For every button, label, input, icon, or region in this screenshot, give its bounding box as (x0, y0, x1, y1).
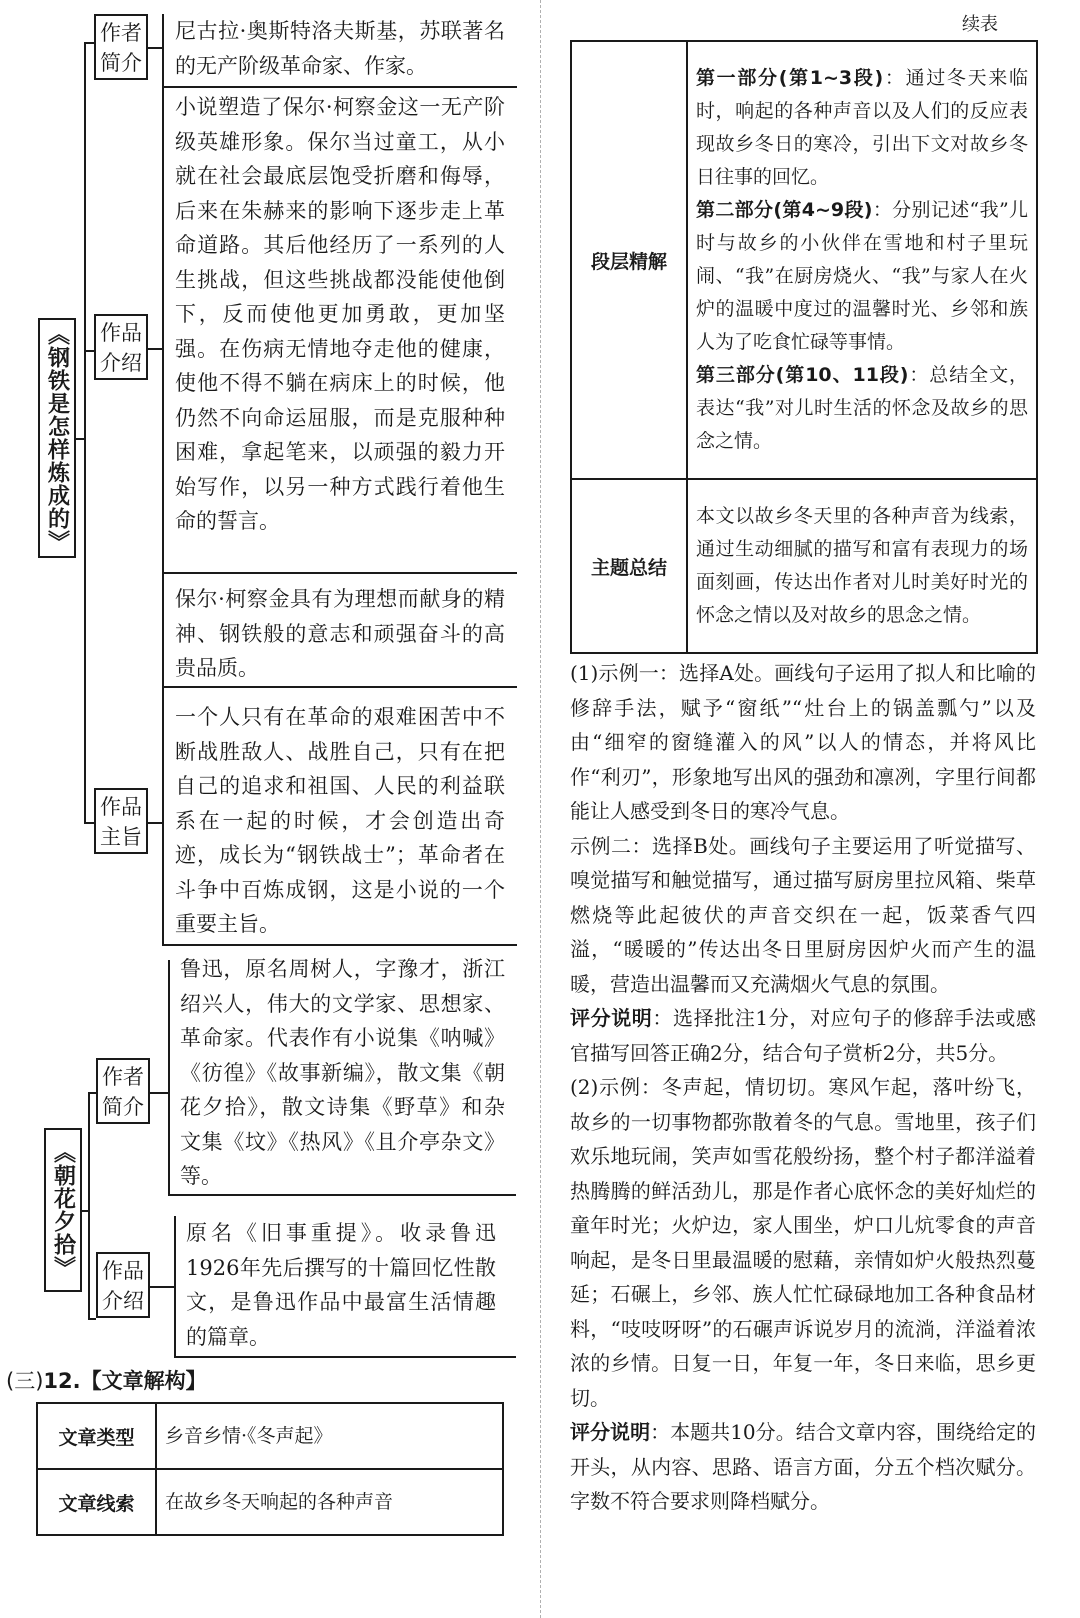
tree-connector (162, 14, 164, 944)
table-row (37, 1469, 503, 1535)
structure-table (36, 1402, 504, 1536)
book1-work-text2: 保尔·柯察金具有为理想而献身的精神、钢铁般的意志和顽强奋斗的高贵品质。 (175, 587, 505, 680)
tree-connector (76, 438, 84, 440)
continued-label: 续表 (962, 14, 998, 35)
table-row (571, 479, 1037, 653)
theme-summary-cell: 本文以故乡冬天里的各种声音为线索，通过生动细腻的描写和富有表现力的场面刻画，传达出作者对儿时美好时光的怀念之情以及对故乡的思念之情。 (687, 479, 1037, 653)
question-number: 12. (43, 1369, 81, 1393)
book1-author-label: 作者简介 (94, 14, 148, 80)
part-label: 第一部分(第1~3段) (696, 67, 884, 89)
book1-author-text: 尼古拉·奥斯特洛夫斯基，苏联著名的无产阶级革命家、作家。 (175, 19, 505, 78)
table-body-cell: 乡音乡情·《冬声起》 (156, 1403, 503, 1469)
tree-connector (84, 42, 86, 822)
part-label: 第二部分(第4~9段) (696, 199, 873, 221)
tree-connector (150, 1092, 168, 1094)
book2-work-text: 原名《旧事重提》。收录鲁迅1926年先后撰写的十篇回忆性散文，是鲁迅作品中最富生活情趣的篇章。 (186, 1221, 496, 1349)
score-text: ：本题共10分。结合文章内容，围绕给定的开头，从内容、思路、语言方面，分五个档次赋分。字数不符合要求则降档赋分。 (570, 1420, 1037, 1513)
book1-work-label: 作品介绍 (94, 314, 148, 380)
part-label: 第三部分(第10、11段) (696, 364, 909, 386)
tree-connector (168, 960, 170, 1194)
table-head-cell: 文章类型 (37, 1403, 156, 1469)
part-text: ：分别记述“我”儿时与故乡的小伙伴在雪地和村子里玩闹、“我”在厨房烧火、“我”与家人在火炉的温暖中度过的温馨时光、乡邻和族人为了吃食忙碌等事情。 (696, 199, 1028, 353)
answer1-example1: (1)示例一：选择A处。画线句子运用了拟人和比喻的修辞手法，赋予“窗纸”“灶台上的锅盖瓢勺”以及由“细窄的窗缝灌入的风”以人的情态，并将风比作“利刃”，形象地写出风的强劲和凛冽，字里行间都能让人感受到冬日的寒冷气息。 (570, 661, 1036, 823)
answer1-example2: 示例二：选择B处。画线句子主要运用了听觉描写、嗅觉描写和触觉描写，通过描写厨房里拉风箱、柴草燃烧等此起彼伏的声音交织在一起，饭菜香气四溢，“暖暖的”传达出冬日里厨房因炉火而产生的温暖，营造出温馨而又充满烟火气息的氛围。 (570, 833, 1036, 996)
row-divider (162, 944, 517, 946)
part-three (696, 359, 1028, 458)
book2-work-label: 作品介绍 (96, 1252, 150, 1318)
tree-connector (84, 42, 94, 44)
table-head-cell: 文章线索 (37, 1469, 156, 1535)
book1-theme-label: 作品主旨 (94, 788, 148, 854)
section-number: (三) (6, 1369, 44, 1393)
score-note-1 (570, 1001, 1036, 1070)
tree-connector (84, 350, 94, 352)
score-note-2 (570, 1415, 1036, 1519)
tree-connector (174, 1216, 176, 1356)
part-text: ：通过冬天来临时，响起的各种声音以及人们的反应表现故乡冬日的寒冷，引出下文对故乡冬日往事的回忆。 (696, 67, 1028, 188)
tree-connector (88, 1318, 96, 1320)
column-divider (540, 0, 541, 1618)
table-head-cell: 段层精解 (571, 41, 687, 479)
table-row (571, 41, 1037, 479)
paragraph-analysis-cell (687, 41, 1037, 479)
row-divider (162, 686, 517, 688)
part-one (696, 62, 1028, 194)
tree-connector (84, 822, 94, 824)
answer-block (570, 656, 1036, 1519)
tree-connector (150, 1286, 174, 1288)
tree-connector (88, 1092, 96, 1094)
part-two (696, 194, 1028, 359)
table-head-cell: 主题总结 (571, 479, 687, 653)
book2-author-text: 鲁迅，原名周树人，字豫才，浙江绍兴人，伟大的文学家、思想家、革命家。代表作有小说集《呐喊》《彷徨》《故事新编》，散文集《朝花夕拾》，散文诗集《野草》和杂文集《坟》《热风》《且介亭杂文》等。 (180, 957, 505, 1188)
row-divider (174, 1356, 516, 1358)
book1-title: 《钢铁是怎样炼成的》 (38, 318, 76, 558)
row-divider (162, 86, 517, 88)
tree-connector (88, 1092, 90, 1318)
score-text: ：选择批注1分，对应句子的修辞手法或感官描写回答正确2分，结合句子赏析2分，共5分。 (570, 1006, 1036, 1065)
row-divider (162, 572, 517, 574)
continued-table (570, 40, 1038, 654)
row-divider (168, 1194, 516, 1196)
tree-connector (148, 47, 162, 49)
table-body-cell: 在故乡冬天响起的各种声音 (156, 1469, 503, 1535)
section-heading (6, 1366, 207, 1396)
book2-author-label: 作者简介 (96, 1058, 150, 1124)
part-text: ：总结全文，表达“我”对儿时生活的怀念及故乡的思念之情。 (696, 364, 1028, 452)
tree-connector (148, 822, 162, 824)
book1-work-text1: 小说塑造了保尔·柯察金这一无产阶级英雄形象。保尔当过童工，从小就在社会最底层饱受折磨和侮辱，后来在朱赫来的影响下逐步走上革命道路。其后他经历了一系列的人生挑战，但这些挑战都没能使他倒下，反而使他更加勇敢，更加坚强。在伤病无情地夺走他的健康，使他不得不躺在病床上的时候，他仍然不向命运屈服，而是克服种种困难，拿起笔来，以顽强的毅力开始写作，以另一种方式践行着他生命的誓言。 (175, 95, 505, 533)
table-row (37, 1403, 503, 1469)
tree-connector (148, 348, 162, 350)
answer2-example: (2)示例：冬声起，情切切。寒风乍起，落叶纷飞，故乡的一切事物都弥散着冬的气息。雪地里，孩子们欢乐地玩闹，笑声如雪花般纷扬，整个村子都洋溢着热腾腾的鲜活劲儿，那是作者心底怀念的美好灿烂的童年时光；火炉边，家人围坐，炉口儿炕零食的声音响起，是冬日里最温暖的慰藉，亲情如炉火般热烈蔓延；石碾上，乡邻、族人忙忙碌碌地加工各种食品材料，“吱吱呀呀”的石碾声诉说岁月的流淌，洋溢着浓浓的乡情。日复一日，年复一年，冬日来临，思乡更切。 (570, 1075, 1036, 1410)
score-label: 评分说明 (570, 1006, 653, 1030)
book2-title: 《朝花夕拾》 (44, 1128, 82, 1292)
book1-theme-text: 一个人只有在革命的艰难困苦中不断战胜敌人、战胜自己，只有在把自己的追求和祖国、人民的利益联系在一起的时候，才会创造出奇迹，成长为“钢铁战士”；革命者在斗争中百炼成钢，这是小说的一个重要主旨。 (175, 705, 505, 936)
section-title: 【文章解构】 (80, 1369, 207, 1393)
score-label: 评分说明 (570, 1420, 651, 1444)
